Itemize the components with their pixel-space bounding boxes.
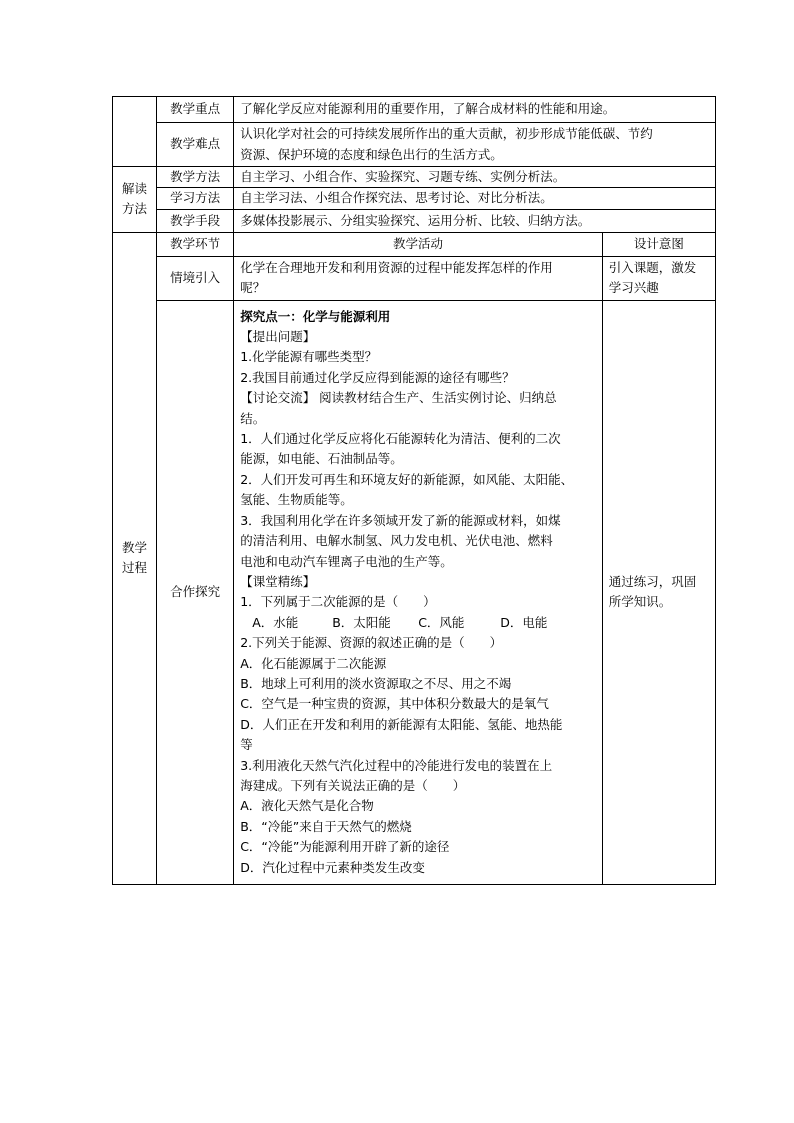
- teaching-method-text: 自主学习、小组合作、实验探究、习题专练、实例分析法。: [234, 167, 716, 188]
- difficulty-text: [234, 123, 716, 167]
- header-activity: 教学活动: [234, 232, 603, 256]
- practice-q3-line-1: 3.利用液化天然气汽化过程中的冷能进行发电的装置在上: [240, 757, 553, 773]
- practice-q2: 2.下列关于能源、资源的叙述正确的是（ ）: [240, 635, 503, 651]
- process-header-row: [113, 232, 716, 256]
- intro-activity-line-2: 呢？: [240, 280, 266, 296]
- intro-activity: [234, 256, 603, 300]
- header-stage: 教学环节: [157, 232, 234, 256]
- point-line-3: 2．人们开发可再生和环境友好的新能源，如风能、太阳能、: [240, 471, 574, 487]
- learning-method-row: [113, 188, 716, 209]
- q2-option-d: D．人们正在开发和利用的新能源有太阳能、氢能、地热能: [240, 716, 563, 732]
- practice-q1: 1．下列属于二次能源的是（ ）: [240, 594, 436, 610]
- teaching-means-text: 多媒体投影展示、分组实验探究、运用分析、比较、归纳方法。: [234, 209, 716, 232]
- point-line-6: 的清洁利用、电解水制氢、风力发电机、光伏电池、燃料: [240, 533, 553, 549]
- process-label-line-2: 过程: [122, 560, 148, 576]
- intro-row: [113, 256, 716, 300]
- discuss-line-1: 【讨论交流】 阅读教材结合生产、生活实例讨论、归纳总: [240, 390, 557, 406]
- header-intent: 设计意图: [602, 232, 715, 256]
- process-section-label: [113, 232, 157, 884]
- explore-activity: [234, 300, 603, 884]
- explore-row: [113, 300, 716, 884]
- key-point-text: 了解化学反应对能源利用的重要作用，了解合成材料的性能和用途。: [234, 97, 716, 123]
- ask-heading: 【提出问题】: [240, 329, 316, 345]
- point-line-1: 1．人们通过化学反应将化石能源转化为清洁、便利的二次: [240, 431, 561, 447]
- process-label-line-1: 教学: [122, 540, 148, 556]
- q3-option-b: B．“冷能”来自于天然气的燃烧: [240, 818, 412, 834]
- interpret-section-label: [113, 167, 157, 233]
- point-line-7: 电池和电动汽车锂离子电池的生产等。: [240, 553, 453, 569]
- intro-stage: 情境引入: [157, 256, 234, 300]
- interpret-label-line-2: 方法: [122, 201, 148, 217]
- teaching-means-label: 教学手段: [157, 209, 234, 232]
- explore-intent-line-2: 所学知识。: [608, 594, 672, 610]
- question-1: 1.化学能源有哪些类型？: [240, 349, 378, 365]
- q3-option-c: C．“冷能”为能源利用开辟了新的途径: [240, 839, 450, 855]
- learning-method-text: 自主学习法、小组合作探究法、思考讨论、对比分析法。: [234, 188, 716, 209]
- q2-option-c: C．空气是一种宝贵的资源，其中体积分数最大的是氧气: [240, 696, 549, 712]
- q3-option-a: A．液化天然气是化合物: [240, 798, 374, 814]
- difficulty-line-2: 资源、保护环境的态度和绿色出行的生活方式。: [240, 146, 503, 162]
- difficulty-label: 教学难点: [157, 123, 234, 167]
- interpret-label-line-1: 解读: [122, 181, 148, 197]
- q2-option-b: B．地球上可利用的淡水资源取之不尽、用之不竭: [240, 675, 512, 691]
- q2-option-a: A．化石能源属于二次能源: [240, 655, 387, 671]
- q1-option-a: A．水能: [252, 614, 299, 630]
- intro-intent: [602, 256, 715, 300]
- teaching-means-row: [113, 209, 716, 232]
- practice-q3-line-2: 海建成。下列有关说法正确的是（ ）: [240, 777, 466, 793]
- key-point-row: [113, 97, 716, 123]
- q1-option-d: D．电能: [500, 614, 548, 630]
- point-line-5: 3．我国利用化学在许多领域开发了新的能源或材料，如煤: [240, 512, 561, 528]
- teaching-method-row: [113, 167, 716, 188]
- intro-intent-line-2: 学习兴趣: [608, 280, 659, 296]
- top-section-cell: [113, 97, 157, 167]
- q1-option-c: C．风能: [418, 614, 465, 630]
- intro-intent-line-1: 引入课题，激发: [608, 259, 697, 275]
- practice-heading: 【课堂精练】: [240, 573, 316, 589]
- q2-option-d-cont: 等: [240, 737, 253, 753]
- explore-intent: [602, 300, 715, 884]
- q1-option-b: B．太阳能: [332, 614, 391, 630]
- point-line-4: 氢能、生物质能等。: [240, 492, 353, 508]
- intro-activity-line-1: 化学在合理地开发和利用资源的过程中能发挥怎样的作用: [240, 259, 553, 275]
- key-point-label: 教学重点: [157, 97, 234, 123]
- teaching-method-label: 教学方法: [157, 167, 234, 188]
- practice-q1-options: [240, 613, 596, 633]
- difficulty-line-1: 认识化学对社会的可持续发展所作出的重大贡献，初步形成节能低碳、节约: [240, 126, 653, 142]
- explore-title: 探究点一：化学与能源利用: [240, 308, 391, 324]
- explore-intent-line-1: 通过练习，巩固: [608, 573, 697, 589]
- difficulty-row: [113, 123, 716, 167]
- point-line-2: 能源，如电能、石油制品等。: [240, 451, 403, 467]
- learning-method-label: 学习方法: [157, 188, 234, 209]
- lesson-plan-table: [112, 96, 716, 885]
- explore-stage: 合作探究: [157, 300, 234, 884]
- q3-option-d: D．汽化过程中元素种类发生改变: [240, 859, 425, 875]
- discuss-line-2: 结。: [240, 410, 266, 426]
- question-2: 2.我国目前通过化学反应得到能源的途径有哪些？: [240, 369, 515, 385]
